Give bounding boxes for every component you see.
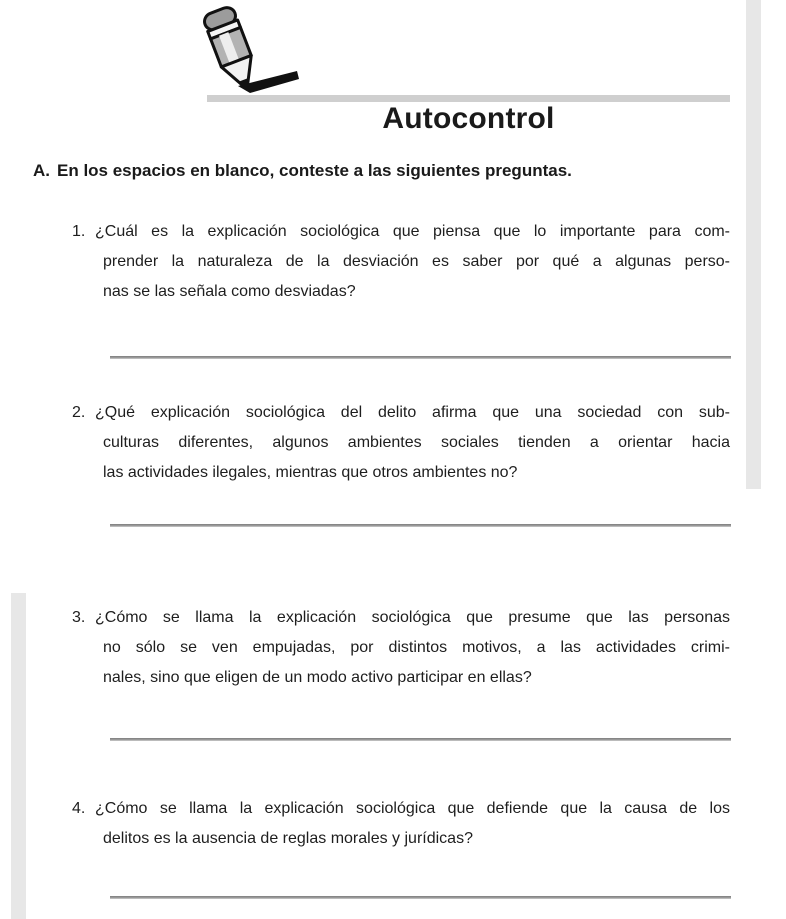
question-text: [95, 603, 730, 693]
question-line: las actividades ilegales, mientras que otros ambientes no?: [103, 464, 518, 481]
question-number: 3.: [72, 609, 86, 626]
question-item: [72, 217, 730, 307]
question-number: 4.: [72, 800, 86, 817]
section-text: En los espacios en blanco, conteste a las siguientes preguntas.: [57, 161, 572, 180]
question-number: 2.: [72, 404, 86, 421]
question-item: [72, 603, 730, 693]
question-item: [72, 398, 730, 488]
question-line: culturas diferentes, algunos ambientes sociales tienden a orientar hacia: [103, 434, 730, 451]
question-line: nales, sino que eligen de un modo activo participar en ellas?: [103, 669, 532, 686]
header-rule: [207, 95, 730, 102]
question-line: nas se las señala como desviadas?: [103, 283, 356, 300]
question-line: delitos es la ausencia de reglas morales y jurídicas?: [103, 830, 473, 847]
page-edge-shadow-right: [746, 0, 761, 489]
question-line: ¿Cuál es la explicación sociológica que piensa que lo importante para com-: [95, 223, 730, 240]
page-title: Autocontrol: [382, 102, 555, 135]
question-line: prender la naturaleza de la desviación es saber por qué a algunas perso-: [103, 253, 730, 270]
question-text: [95, 217, 730, 307]
question-text: [95, 398, 730, 488]
question-text: [95, 794, 730, 854]
question-item: [72, 794, 730, 854]
question-number: 1.: [72, 223, 86, 240]
question-line: ¿Qué explicación sociológica del delito afirma que una sociedad con sub-: [95, 404, 730, 421]
section-label: A.: [33, 161, 50, 180]
question-line: ¿Cómo se llama la explicación sociológica que defiende que la causa de los: [95, 800, 730, 817]
pencil-icon: [198, 0, 308, 100]
question-line: ¿Cómo se llama la explicación sociológica que presume que las personas: [95, 609, 730, 626]
page-edge-shadow-left: [11, 593, 26, 919]
answer-blank-line: [110, 524, 731, 527]
answer-blank-line: [110, 738, 731, 741]
answer-blank-line: [110, 356, 731, 359]
question-line: no sólo se ven empujadas, por distintos motivos, a las actividades crimi-: [103, 639, 730, 656]
section-heading: [33, 161, 733, 181]
answer-blank-line: [110, 896, 731, 899]
